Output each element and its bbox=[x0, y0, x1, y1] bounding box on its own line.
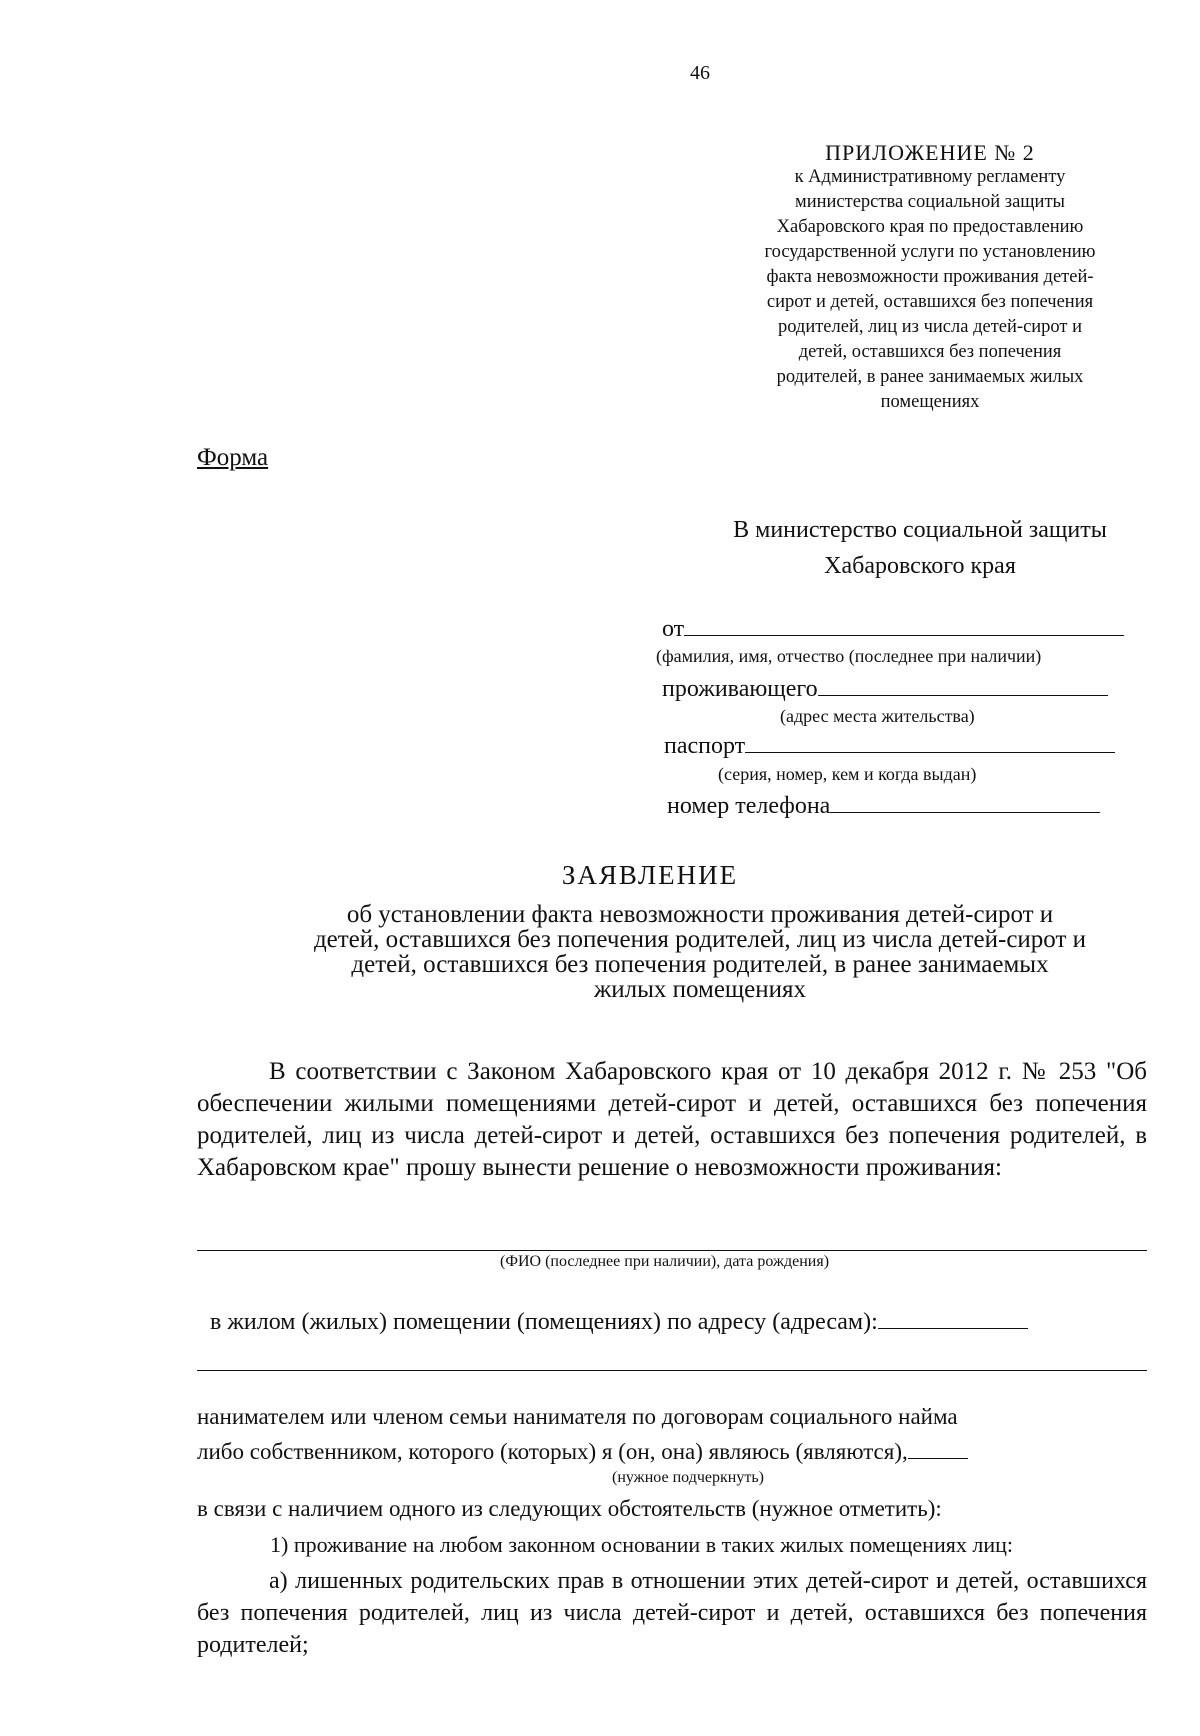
passport-label: паспорт bbox=[664, 733, 746, 759]
statement-title: ЗАЯВЛЕНИЕ bbox=[561, 860, 739, 890]
tenant-input-line[interactable] bbox=[908, 1436, 968, 1459]
tenant-line-2 bbox=[197, 1436, 968, 1465]
from-hint: (фамилия, имя, отчество (последнее при наличии) bbox=[656, 646, 1042, 666]
passport-field bbox=[664, 730, 1115, 760]
residing-hint: (адрес места жительства) bbox=[780, 706, 975, 726]
subtitle-line: детей, оставшихся без попечения родителей, в ранее занимаемых bbox=[351, 951, 1049, 978]
tenant-line-1: нанимателем или членом семьи нанимателя по договорам социального найма bbox=[197, 1404, 958, 1429]
phone-label: номер телефона bbox=[667, 793, 831, 819]
appendix-line: факта невозможности проживания детей- bbox=[766, 267, 1094, 287]
appendix-line: министерства социальной защиты bbox=[795, 192, 1065, 212]
appendix-line: сирот и детей, оставшихся без попечения bbox=[766, 292, 1094, 312]
appendix-header bbox=[690, 140, 1170, 415]
addressee-line: Хабаровского края bbox=[824, 553, 1016, 579]
item-1a: а) лишенных родительских прав в отношении этих детей-сирот и детей, оставшихся без попечения родителей, лиц из числа детей-сирот и детей, оставшихся без попечения родителей; bbox=[197, 1568, 1147, 1658]
address-input-line[interactable] bbox=[878, 1306, 1028, 1329]
residing-label: проживающего bbox=[662, 676, 818, 702]
from-field bbox=[662, 613, 1124, 643]
appendix-line: Хабаровского края по предоставлению bbox=[776, 217, 1084, 237]
tenant-line-2-text: либо собственником, которого (которых) я (он, она) являюсь (являются), bbox=[197, 1439, 908, 1464]
from-label: от bbox=[662, 616, 685, 642]
residing-field bbox=[662, 673, 1108, 703]
residing-input-line[interactable] bbox=[818, 673, 1108, 696]
subtitle-line: жилых помещениях bbox=[593, 976, 807, 1003]
appendix-line: родителей, лиц из числа детей-сирот и bbox=[777, 317, 1083, 337]
appendix-line: детей, оставшихся без попечения bbox=[798, 342, 1062, 362]
address-field bbox=[210, 1306, 1028, 1336]
from-input-line[interactable] bbox=[684, 613, 1124, 636]
appendix-line: родителей, в ранее занимаемых жилых bbox=[776, 367, 1084, 387]
form-label: Форма bbox=[197, 444, 269, 471]
appendix-title: ПРИЛОЖЕНИЕ № 2 bbox=[825, 140, 1035, 165]
item-1: 1) проживание на любом законном основании в таких жилых помещениях лиц: bbox=[270, 1532, 1013, 1557]
subtitle-line: детей, оставшихся без попечения родителей, лиц из числа детей-сирот и bbox=[313, 926, 1087, 953]
passport-hint: (серия, номер, кем и когда выдан) bbox=[718, 764, 977, 784]
appendix-line: помещениях bbox=[880, 392, 980, 412]
address-input-line-2[interactable] bbox=[197, 1370, 1147, 1371]
intro-paragraph: В соответствии с Законом Хабаровского края от 10 декабря 2012 г. № 253 "Об обеспечении жилыми помещениями детей-сирот и детей, оставшихся без попечения родителей, лиц из числа детей-сирот и детей, оставшихся без попечения родителей, в Хабаровском крае" прошу вынести решение о невозможности проживания: bbox=[197, 1058, 1147, 1181]
phone-input-line[interactable] bbox=[830, 790, 1100, 813]
appendix-line: к Административному регламенту bbox=[794, 167, 1066, 187]
fio-hint: (ФИО (последнее при наличии), дата рождения) bbox=[500, 1253, 830, 1270]
address-label: в жилом (жилых) помещении (помещениях) по адресу (адресам): bbox=[210, 1309, 878, 1335]
phone-field bbox=[667, 790, 1100, 820]
subtitle-line: об установлении факта невозможности проживания детей-сирот и bbox=[346, 901, 1054, 928]
underline-hint: (нужное подчеркнуть) bbox=[612, 1469, 764, 1486]
appendix-line: государственной услуги по установлению bbox=[764, 242, 1096, 262]
fio-input-line[interactable] bbox=[197, 1250, 1147, 1251]
circumstances-line: в связи с наличием одного из следующих обстоятельств (нужное отметить): bbox=[197, 1496, 942, 1521]
page-number: 46 bbox=[690, 62, 710, 84]
addressee bbox=[670, 512, 1170, 584]
passport-input-line[interactable] bbox=[745, 730, 1115, 753]
statement-subtitle bbox=[250, 902, 1150, 1002]
addressee-line: В министерство социальной защиты bbox=[733, 517, 1107, 543]
